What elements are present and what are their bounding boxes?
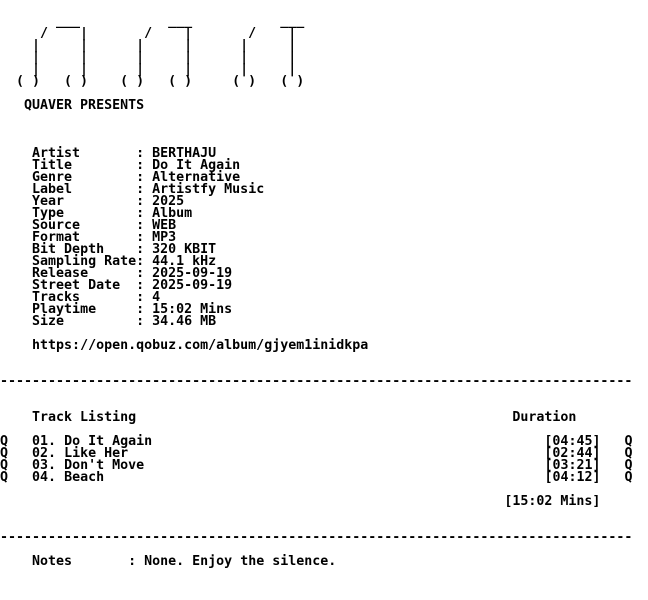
info-row: Release : 2025-09-19 <box>32 266 233 281</box>
track-duration: [04:12] <box>544 470 601 485</box>
track-duration: [04:45] <box>544 434 601 449</box>
info-row: Genre : Alternative <box>32 170 241 185</box>
track-number: 03. <box>32 458 57 473</box>
info-row: Bit Depth : 320 KBIT <box>32 242 217 257</box>
info-label: Year <box>32 194 137 209</box>
info-value: 15:02 Mins <box>152 302 233 317</box>
info-label: Sampling Rate <box>32 254 137 269</box>
duration-header: Duration <box>512 410 577 425</box>
track-marker: Q <box>624 434 633 449</box>
info-row: Artist : BERTHAJU <box>32 146 217 161</box>
track-title: Like Her <box>64 446 129 461</box>
track-title: Do It Again <box>64 434 153 449</box>
info-row: Label : Artistfy Music <box>32 182 265 197</box>
track-row <box>0 472 633 484</box>
info-row: Format : MP3 <box>32 230 177 245</box>
track-marker: Q <box>624 458 633 473</box>
info-label: Release <box>32 266 137 281</box>
nfo-document <box>0 4 633 568</box>
info-value: Artistfy Music <box>152 182 265 197</box>
info-row: Source : WEB <box>32 218 177 233</box>
info-row: Tracks : 4 <box>32 290 161 305</box>
logo-line: ( ) ( ) ( ) ( ) ( ) ( ) <box>0 74 337 89</box>
url-line[interactable] <box>0 340 633 352</box>
track-marker: Q <box>0 434 9 449</box>
info-label: Playtime <box>32 302 137 317</box>
logo-line: | | | | | | <box>0 62 337 77</box>
logo-line: | | | | | | <box>0 38 337 53</box>
track-duration: [02:44] <box>544 446 601 461</box>
notes-label: Notes <box>32 554 129 569</box>
tracklist-title: Track Listing <box>0 410 137 425</box>
release-info <box>0 148 633 328</box>
info-value: MP3 <box>152 230 177 245</box>
blank-line <box>0 388 633 400</box>
track-title: Don't Move <box>64 458 145 473</box>
info-label: Format <box>32 230 137 245</box>
info-row: Playtime : 15:02 Mins <box>32 302 233 317</box>
track-number: 04. <box>32 470 57 485</box>
info-row: Type : Album <box>32 206 193 221</box>
info-value: Alternative <box>152 170 241 185</box>
info-row: Street Date : 2025-09-19 <box>32 278 233 293</box>
info-value: BERTHAJU <box>152 146 217 161</box>
divider-line: ------------------------------------------------------------------------------- <box>0 530 633 545</box>
info-label: Title <box>32 158 137 173</box>
info-row: Title : Do It Again <box>32 158 241 173</box>
track-marker: Q <box>624 446 633 461</box>
total-duration <box>0 496 633 508</box>
track-marker: Q <box>0 470 9 485</box>
track-duration: [03:21] <box>544 458 601 473</box>
total-duration-value: [15:02 Mins] <box>504 494 601 509</box>
track-title: Beach <box>64 470 105 485</box>
track-list <box>0 436 633 484</box>
info-label: Tracks <box>32 290 137 305</box>
info-row: Year : 2025 <box>32 194 185 209</box>
info-label: Genre <box>32 170 137 185</box>
info-label: Street Date <box>32 278 137 293</box>
info-label: Label <box>32 182 137 197</box>
notes-line: Notes : None. Enjoy the silence. <box>32 554 337 569</box>
info-label: Bit Depth <box>32 242 137 257</box>
info-value: 2025 <box>152 194 185 209</box>
track-number: 02. <box>32 446 57 461</box>
blank-line <box>0 124 633 136</box>
track-number: 01. <box>32 434 57 449</box>
info-row: Size : 34.46 MB <box>32 314 217 329</box>
info-value: 34.46 MB <box>152 314 217 329</box>
info-value: 2025-09-19 <box>152 278 233 293</box>
track-marker: Q <box>624 470 633 485</box>
blank-line <box>0 112 633 124</box>
logo-line: / | / | / | <box>0 26 337 41</box>
presents-line: QUAVER PRESENTS <box>0 98 145 113</box>
info-value: 2025-09-19 <box>152 266 233 281</box>
info-label: Size <box>32 314 137 329</box>
info-row: Sampling Rate: 44.1 kHz <box>32 254 217 269</box>
blank-line <box>0 352 633 364</box>
info-value: 4 <box>152 290 161 305</box>
info-value: 44.1 kHz <box>152 254 217 269</box>
tracklist-header <box>0 412 633 424</box>
track-marker: Q <box>0 458 9 473</box>
logo-line: | | | | | | <box>0 50 337 65</box>
blank-line <box>0 508 633 520</box>
track-marker: Q <box>0 446 9 461</box>
info-value: Do It Again <box>152 158 241 173</box>
info-value: 320 KBIT <box>152 242 217 257</box>
info-value: Album <box>152 206 193 221</box>
album-url-link[interactable]: https://open.qobuz.com/album/gjyem1inidkpa <box>32 338 369 353</box>
divider-line: ------------------------------------------------------------------------------- <box>0 374 633 389</box>
info-label: Artist <box>32 146 137 161</box>
notes-value: None. Enjoy the silence. <box>144 554 337 569</box>
info-label: Type <box>32 206 137 221</box>
info-label: Source <box>32 218 137 233</box>
logo-line: ___ ___ ___ <box>0 14 353 29</box>
info-value: WEB <box>152 218 177 233</box>
